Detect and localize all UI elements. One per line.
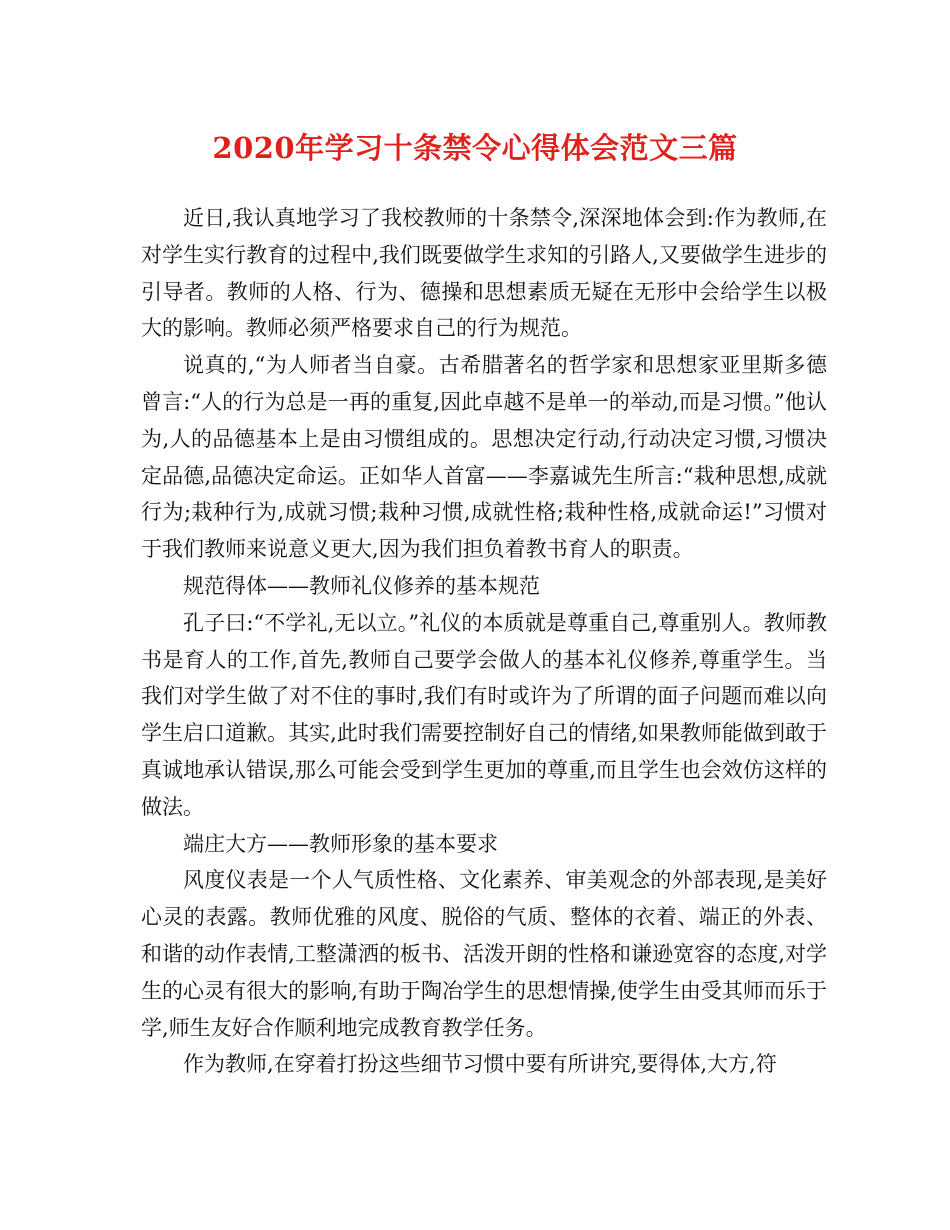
paragraph-appearance: 风度仪表是一个人气质性格、文化素养、审美观念的外部表现,是美好心灵的表露。教师优雅的风度、脱俗的气质、整体的衣着、端正的外表、和谐的动作表情,工整潇洒的板书、活泼开朗的性格和谦逊宽容的态度,对学生的心灵有很大的影响,有助于陶冶学生的思想情操,使学生由受其师而乐于学,师生友好合作顺利地完成教育教学任务。	[141, 868, 827, 1040]
paragraph-habits: 说真的,“为人师者当自豪。古希腊著名的哲学家和思想家亚里斯多德曾言:“人的行为总是一再的重复,因此卓越不是单一的举动,而是习惯。”他认为,人的品德基本上是由习惯组成的。思想决定行动,行动决定习惯,习惯决定品德,品德决定命运。正如华人首富——李嘉诚先生所言:“栽种思想,成就行为;栽种行为,成就习惯;栽种习惯,成就性格;栽种性格,成就命运!”习惯对于我们教师来说意义更大,因为我们担负着教书育人的职责。	[141, 353, 827, 562]
paragraph-dress: 作为教师,在穿着打扮这些细节习惯中要有所讲究,要得体,大方,符	[183, 1052, 777, 1077]
document-title: 2020年学习十条禁令心得体会范文三篇	[212, 131, 738, 165]
section-heading-appearance: 端庄大方——教师形象的基本要求	[183, 831, 498, 856]
paragraph-etiquette: 孔子曰:“不学礼,无以立。”礼仪的本质就是尊重自己,尊重别人。教师教书是育人的工作,首先,教师自己要学会做人的基本礼仪修养,尊重学生。当我们对学生做了对不住的事时,我们有时或许为了所谓的面子问题而难以向学生启口道歉。其实,此时我们需要控制好自己的情绪,如果教师能做到敢于真诚地承认错误,那么可能会受到学生更加的尊重,而且学生也会效仿这样的做法。	[141, 610, 827, 819]
paragraph-intro: 近日,我认真地学习了我校教师的十条禁令,深深地体会到:作为教师,在对学生实行教育的过程中,我们既要做学生求知的引路人,又要做学生进步的引导者。教师的人格、行为、德操和思想素质无疑在无形中会给学生以极大的影响。教师必须严格要求自己的行为规范。	[141, 206, 827, 341]
section-heading-etiquette: 规范得体——教师礼仪修养的基本规范	[183, 573, 540, 598]
document-body	[141, 200, 827, 1083]
